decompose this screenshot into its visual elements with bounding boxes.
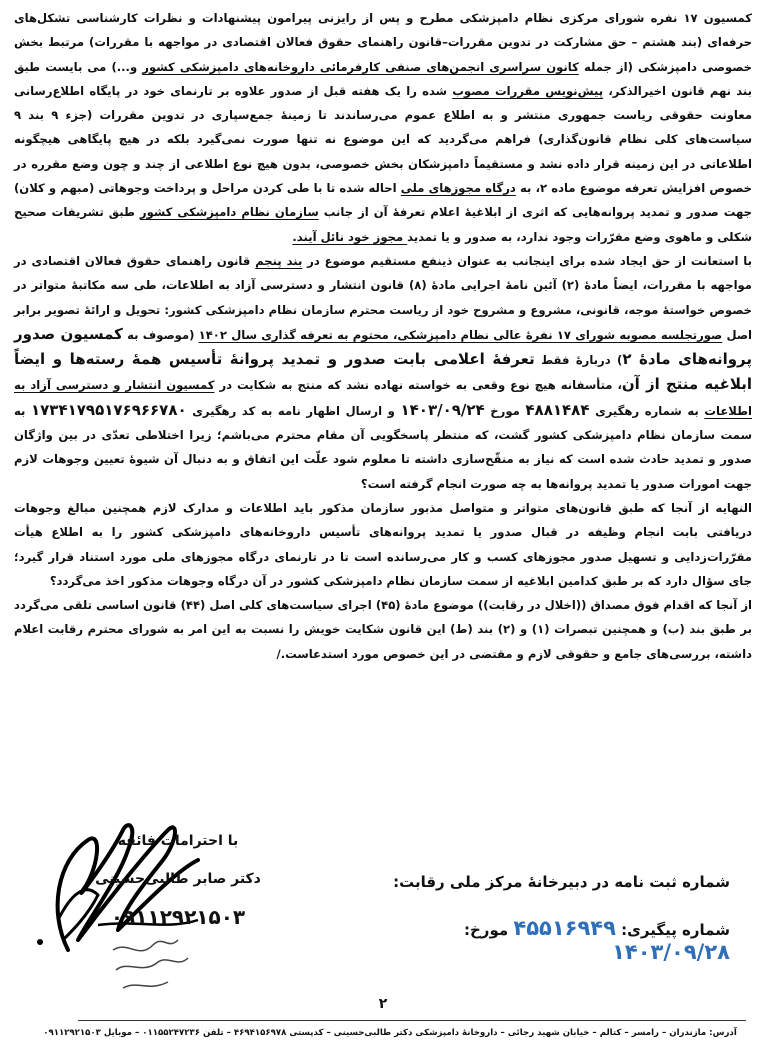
- registration-title: شماره ثبت نامه در دبیرخانهٔ مرکز ملی رقابت:: [393, 873, 730, 891]
- signature-block: [78, 822, 278, 936]
- text-run: ، متأسفانه هیچ نوع وقعی به خواسته نهاده نشد که منتج به شکایت در: [214, 378, 622, 393]
- closing-text: با احترامات فائقه: [117, 833, 239, 849]
- date-label: مورخ:: [464, 921, 509, 939]
- text-run: تعرفهٔ اعلامی بابت صدور و تمدید پروانهٔ تأسیس همهٔ رسته‌ها و ایضاً ابلاغیه منتج از آن: [14, 350, 752, 394]
- text-run: ۱۴۰۳/۰۹/۲۴: [400, 400, 485, 419]
- paragraph-4: [14, 593, 752, 666]
- text-run: پیش‌نویس مقررات مصوب: [452, 83, 604, 98]
- text-run: تمدید: [596, 476, 627, 491]
- text-run: – حق مشارکت در تدوین مقررات–قانون راهنمای حقوق فعالان اقتصادی در مواجهه با مقررات) مرتبط بخش خصوصی دامپزشکی (از جمله: [14, 35, 752, 74]
- text-run: پروانه‌ها به چه صورت انجام گرفته است؟: [360, 476, 597, 491]
- signer-phone: ۰۹۱۱۲۹۲۱۵۰۳: [110, 905, 246, 929]
- text-run: قانون راهنمای حقوق فعالان اقتصادی در مواجهه با مقررات، ایضاً مادهٔ (۲) آئین نامهٔ اجرایی مادهٔ (۸) قانون انتشار و دسترسی آزاد به اطلاعات، طی سه مکاتبهٔ متواتر در خصوص خواستهٔ موجه، قانونی، مشروع و مشروح خود از ریاست محترم سازمان نظام دامپزشکی کشور: تحویل و ارائهٔ تصویر برابر اصل: [14, 253, 753, 342]
- text-run: (موصوف به: [122, 327, 199, 342]
- text-run: تمدید: [434, 525, 465, 540]
- text-run: احاله شده تا با طی کردن مراحل و پرداخت وجوهاتی (مبهم و کلان) جهت صدور و: [14, 181, 752, 220]
- text-run: حادث شده است که نیاز به منقّح‌سازی داشته تا معلوم شود علّت این اتفاق و به دنبال آن شیوهٔ تعیین وجوهات لازم جهت امورات صدور یا: [14, 452, 752, 491]
- text-run: ۴۸۸۱۴۸۴: [525, 400, 590, 419]
- tracking-line: [390, 916, 730, 964]
- text-run: شده را یک هفته قبل از صدور علاوه بر تارنمای خود در پایگاه اطلاع‌رسانی معاونت حقوقی ریاست جمهوری منتشر و به اطلاع عموم می‌رساندند تا زمینهٔ جمع‌سپاری در تدوین مقررات (جزء ۹ بند ۹ سیاست‌های کلی نظام قانون‌گذاری) فراهم می‌گردید که این موضوع نه تنها صورت نمی‌گیرد بلکه در هیچ پایگاهی هیچگونه اطلاعاتی در این زمینه قرار داده نشد و مستقیماً دامپزشکان بخش خصوصی، بدون هیچ نوع اطلاعی از چند و چون وضع مقرره در خصوص افزایش تعرفه موضوع ماده ۲، به: [14, 83, 752, 196]
- registration-block: [390, 870, 730, 964]
- text-run: بند هشتم: [642, 35, 697, 50]
- paragraph-2: [14, 249, 752, 496]
- text-run: بند نهم: [709, 83, 753, 98]
- text-run: و ارسال اظهار نامه به کد رهگیری: [186, 403, 401, 418]
- text-run: مجوز خود نائل آیند.: [292, 229, 408, 244]
- text-run: پروانه‌های تأسیس داروخانه‌های دامپزشکی کشور را به اطلاع: [42, 525, 435, 540]
- registration-date: ۱۴۰۳/۰۹/۲۸: [612, 940, 730, 964]
- text-run: النهایه از آنجا که طبق قانون‌های متواتر و متواصل مذبور سازمان مذکور باید اطلاعات و مدارک لازم همچنین مبالغ وجوهات دریافتی بابت انجام وظیفه در قبال صدور یا: [14, 500, 753, 540]
- text-run: ) دربارهٔ فقط: [534, 353, 623, 368]
- text-run: کمسیون ۱۷ نفره شورای مرکزی نظام دامپزشکی مطرح و پس از رایزنی پیرامون پیشنهادات و نظرات کارشناسی تشکل‌های حرفه‌ای (: [14, 11, 753, 50]
- text-run: به سمت سازمان نظام دامپزشکی کشور گشت، که منتظر پاسخگویی آن مقام محترم می‌باشم؛ زیرا اختلاطی تعدّی در بین واژگان صدور و: [14, 403, 752, 467]
- text-run: به شماره رهگیری: [589, 403, 705, 418]
- text-run: می‌رسانده است تا در تارنمای درگاه مجوزهای ملی مورد استناد قرار گیرد؛ جای سؤال دارد که بر طبق کدامین ابلاغیه از سمت سازمان نظام دامپزشکی کشور در آن درگاه وجوهات مذکور اخذ می‌گردد؟: [14, 549, 752, 588]
- signer-name: دکتر صابر طالبی‌حسینی: [95, 871, 261, 887]
- text-run: ۱۷۳۴۱۷۹۵۱۷۶۹۶۶۷۸۰: [31, 400, 187, 419]
- tracking-label: شماره پیگیری:: [621, 921, 730, 939]
- text-run: قانون اخیرالذکر،: [603, 83, 710, 98]
- text-run: پروانه‌هایی که اثری از ابلاغیهٔ اعلام تعرفهٔ آن از جانب: [318, 205, 640, 220]
- footer-divider: [78, 1020, 746, 1021]
- text-run: کمسیون انتشار و دسترسی آزاد به اطلاعات: [14, 378, 752, 418]
- footer-address: آدرس: مازندران – رامسر – کتالم – خیابان شهید رجائی – داروخانهٔ دامپزشکی دکتر طالبی‌حسینی – کدپستی ۴۶۹۴۱۵۶۹۷۸ – تلفن ۰۱۱۵۵۲۴۷۲۳۶ – موبایل ۰۹۱۱۲۹۲۱۵۰۳: [43, 1028, 737, 1038]
- paragraph-1: [14, 6, 752, 249]
- tracking-number: ۴۵۵۱۶۹۴۹: [513, 916, 616, 940]
- text-run: کمسیون صدور پروانه‌های مادهٔ ۲: [14, 324, 753, 369]
- text-run: و...) می بایست طبق: [14, 59, 143, 74]
- text-run: تمدید: [639, 205, 670, 220]
- text-run: طبق تشریفات صحیح شکلی و ماهوی وضع مقرّرات وجود ندارد، به صدور و یا: [14, 205, 752, 244]
- text-run: با استعانت از حق ایجاد شده برای اینجانب به عنوان ذینفع مستقیم موضوع در: [302, 253, 752, 268]
- letter-body: [14, 6, 752, 666]
- text-run: مورخ: [484, 403, 526, 418]
- text-run: تمدید: [407, 229, 438, 244]
- text-run: هیأت مقرّرات‌زدایی و تسهیل صدور مجوزهای کسب و کار: [14, 525, 752, 564]
- text-run: صورتجلسه مصوبه شورای ۱۷ نفرهٔ عالی نظام دامپزشکی، محتوم به تعرفه گذاری سال ۱۴۰۲: [198, 327, 723, 342]
- text-run: تمدید: [673, 452, 704, 467]
- text-run: از آنجا که اقدام فوق مصداق ((اخلال در رقابت)) موضوع مادهٔ (۴۵) اجرای سیاست‌های کلی اصل (۴۴) قانون اساسی تلقی می‌گردد بر طبق بند (ب) و همچنین تبصرات (۱) و (۲) بند (ط) این قانون شکایت خویش را نسبت به این امر به شورای محترم رقابت اعلام داشته، بررسی‌های جامع و حقوقی لازم و مقتضی در این خصوص مورد استدعاست./: [14, 598, 752, 661]
- text-run: درگاه مجوزهای ملی: [400, 181, 516, 196]
- text-run: سازمان نظام دامپزشکی کشور: [139, 205, 319, 220]
- paragraph-3: [14, 496, 752, 593]
- page-number: ۲: [378, 996, 388, 1012]
- text-run: کانون سراسری انجمن‌های صنفی کارفرمائی داروخانه‌های دامپزشکی کشور: [142, 59, 579, 74]
- text-run: بند پنجم: [255, 253, 303, 268]
